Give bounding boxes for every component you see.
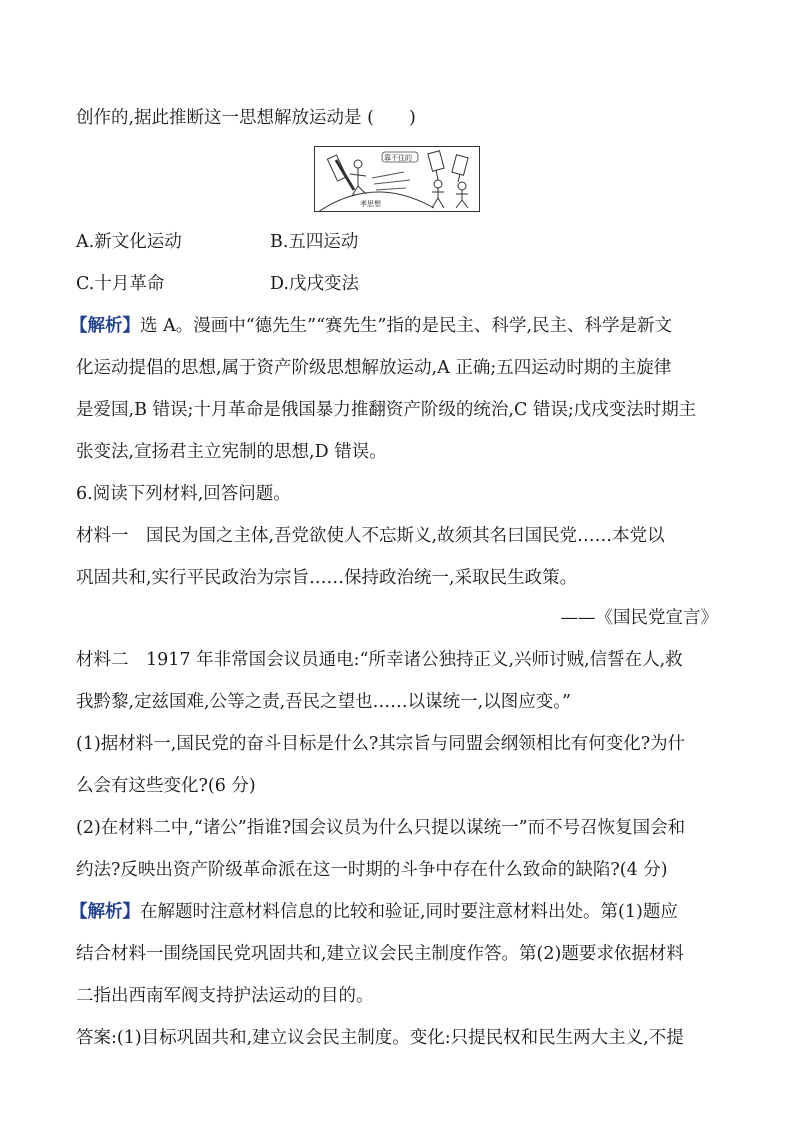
- q6-material2-line-1: 材料二 1917 年非常国会议员通电:“所幸诸公独持正义,兴师讨贼,信誓在人,救: [76, 650, 683, 670]
- q5-analysis-text-1: 选 A。漫画中“德先生”“赛先生”指的是民主、科学,民主、科学是新文: [140, 316, 673, 336]
- q6-analysis-line-2: 结合材料一围绕国民党巩固共和,建立议会民主制度作答。第(2)题要求依据材料: [76, 944, 684, 964]
- q5-analysis-line-4: 张变法,宣扬君主立宪制的思想,D 错误。: [76, 442, 387, 462]
- q6-title: 6.阅读下列材料,回答问题。: [76, 484, 291, 504]
- q6-analysis-line-3: 二指出西南军阀支持护法运动的目的。: [76, 986, 374, 1006]
- svg-text:孝思想: 孝思想: [360, 200, 381, 208]
- q5-analysis-line-2: 化运动提倡的思想,属于资产阶级思想解放运动,A 正确;五四运动时期的主旋律: [76, 358, 672, 378]
- q6-question1-line-1: (1)据材料一,国民党的奋斗目标是什么?其宗旨与同盟会纲领相比有何变化?为什: [76, 734, 686, 754]
- q5-analysis-line-1: [70, 314, 672, 338]
- option-d: D.戊戌变法: [270, 274, 359, 294]
- q6-material2-line-2: 我黔黎,定兹国难,公等之责,吾民之望也……以谋统一,以图应变。”: [76, 692, 571, 712]
- q6-analysis-line-1: [70, 900, 678, 924]
- cartoon-image: [314, 146, 480, 212]
- option-a: A.新文化运动: [76, 232, 182, 252]
- analysis-tag: 【解析】: [70, 902, 140, 922]
- option-b: B.五四运动: [270, 232, 359, 252]
- q6-material1-line-2: 巩固共和,实行平民政治为宗旨……保持政治统一,采取民生政策。: [76, 568, 578, 588]
- q6-material1-source: ——《国民党宣言》: [560, 608, 718, 628]
- q6-question2-line-1: (2)在材料二中,“诸公”指谁?国会议员为什么只提以谋统一”而不号召恢复国会和: [76, 818, 686, 838]
- q6-analysis-text-1: 在解题时注意材料信息的比较和验证,同时要注意材料出处。第(1)题应: [140, 902, 678, 922]
- svg-text:靠不住的: 靠不住的: [384, 154, 412, 162]
- q6-question1-line-2: 么会有这些变化?(6 分): [76, 776, 256, 796]
- q6-material1-line-1: 材料一 国民为国之主体,吾党欲使人不忘斯义,故须其名曰国民党……本党以: [76, 526, 665, 546]
- q6-question2-line-2: 约法?反映出资产阶级革命派在这一时期的斗争中存在什么致命的缺陷?(4 分): [76, 860, 668, 880]
- analysis-tag: 【解析】: [70, 316, 140, 336]
- option-c: C.十月革命: [76, 274, 165, 294]
- q5-stem-tail: 创作的,据此推断这一思想解放运动是 ( ): [76, 108, 416, 128]
- q5-analysis-line-3: 是爱国,B 错误;十月革命是俄国暴力推翻资产阶级的统治,C 错误;戊戌变法时期主: [76, 400, 697, 420]
- q6-answer: 答案:(1)目标巩固共和,建立议会民主制度。变化:只提民权和民生两大主义,不提: [76, 1028, 684, 1048]
